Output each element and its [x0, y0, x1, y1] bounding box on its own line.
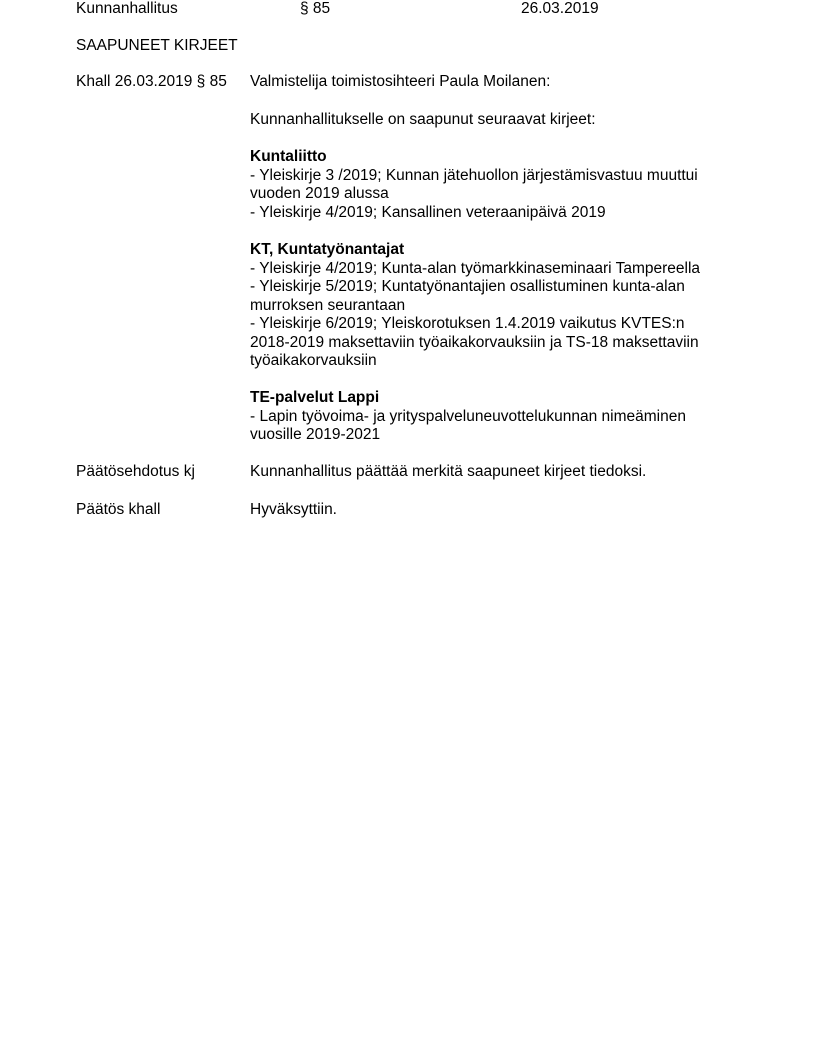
group-line: - Yleiskirje 5/2019; Kuntatyönantajien osallistuminen kunta-alan — [250, 278, 685, 295]
group-line: - Lapin työvoima- ja yrityspalveluneuvottelukunnan nimeäminen — [250, 407, 686, 425]
group-line: - Yleiskirje 6/2019; Yleiskorotuksen 1.4.2019 vaikutus KVTES:n — [250, 315, 685, 332]
header-body: Kunnanhallitus — [76, 0, 178, 17]
intro-text: Kunnanhallitukselle on saapunut seuraavat kirjeet: — [250, 111, 596, 128]
header-date: 26.03.2019 — [521, 0, 599, 17]
group-heading: KT, Kuntatyönantajat — [250, 241, 405, 258]
proposal-label: Päätösehdotus kj — [76, 463, 195, 480]
preparer-text: Valmistelija toimistosihteeri Paula Moilanen: — [250, 73, 551, 90]
group-line: työaikakorvauksiin — [250, 352, 377, 369]
group-heading: Kuntaliitto — [250, 148, 327, 165]
group-line: murroksen seurantaan — [250, 296, 406, 314]
group-line: - Yleiskirje 3 /2019; Kunnan jätehuollon järjestämisvastuu muuttui — [250, 166, 698, 184]
item-ref-label: Khall 26.03.2019 § 85 — [76, 73, 227, 90]
letter-group — [250, 389, 686, 445]
group-line: - Yleiskirje 4/2019; Kansallinen veteraanipäivä 2019 — [250, 203, 606, 221]
group-line: vuosille 2019-2021 — [250, 426, 381, 443]
group-heading: TE-palvelut Lappi — [250, 389, 380, 406]
decision-label: Päätös khall — [76, 501, 161, 518]
group-line: vuoden 2019 alussa — [250, 185, 389, 202]
group-line: 2018-2019 maksettaviin työaikakorvauksiin ja TS-18 maksettaviin — [250, 333, 699, 351]
page-title: SAAPUNEET KIRJEET — [76, 37, 238, 54]
decision-text: Hyväksyttiin. — [250, 501, 337, 518]
letter-group — [250, 241, 700, 371]
letter-group — [250, 148, 698, 222]
header-section: § 85 — [300, 0, 331, 17]
proposal-text: Kunnanhallitus päättää merkitä saapuneet kirjeet tiedoksi. — [250, 463, 647, 480]
group-line: - Yleiskirje 4/2019; Kunta-alan työmarkkinaseminaari Tampereella — [250, 259, 701, 277]
